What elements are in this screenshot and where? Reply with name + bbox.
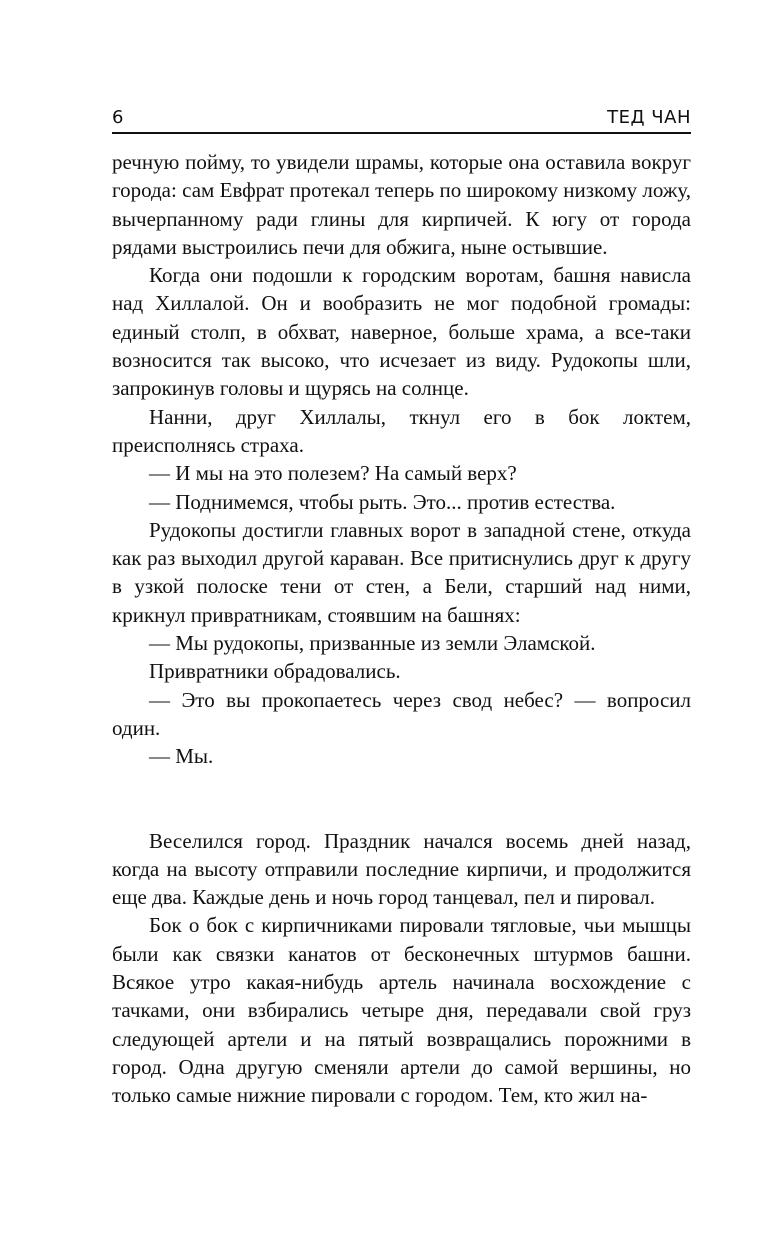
dialogue-line: — Это вы прокопаетесь через свод небес? — вопросил один. [112, 687, 691, 740]
header-rule [112, 132, 691, 134]
paragraph: Веселился город. Праздник начался восемь дней назад, когда на высоту отправили последние кирпичи, и продолжится еще два. Каждые день и ночь город танцевал, пел и пировал. [112, 828, 691, 910]
dialogue-line: — И мы на это полезем? На самый верх? [149, 461, 517, 486]
paragraph: Привратники обрадовались. [149, 659, 401, 684]
paragraph: Бок о бок с кирпичниками пировали тягловые, чьи мышцы были как связки канатов от бесконечных штурмов башни. Всякое утро какая-нибудь артель начинала восхождение с тачками, они взбирались четыре дня, передавали свой груз следующей артели и на пятый возвращались порожними в город. Одна другую сменяли артели до самой вершины, но только самые нижние пировали с городом. Тем, кто жил на- [112, 913, 691, 1108]
running-header-author: ТЕД ЧАН [607, 107, 691, 128]
paragraph: Рудокопы достигли главных ворот в западной стене, откуда как раз выходил другой караван. Все притиснулись друг к другу в узкой полоске тени от стен, а Бели, старший над ними, крикнул привратникам, стоявшим на башнях: [112, 517, 691, 627]
paragraph: Когда они подошли к городским воротам, башня нависла над Хиллалой. Он и вообразить не мог подобной громады: единый столп, в обхват, наверное, больше храма, а все-таки возносится так высоко, что исчезает из виду. Рудокопы шли, запрокинув головы и щурясь на солнце. [112, 263, 691, 401]
paragraph-continuation: речную пойму, то увидели шрамы, которые она оставила вокруг города: сам Евфрат протекал теперь по широкому низкому ложу, вычерпанному ради глины для кирпичей. К югу от города рядами выстроились печи для обжига, ныне остывшие. [112, 150, 691, 259]
section-break [112, 771, 691, 827]
book-page [112, 0, 691, 1241]
dialogue-line: — Мы рудокопы, призванные из земли Эламской. [149, 631, 596, 656]
dialogue-line: — Поднимемся, чтобы рыть. Это... против естества. [149, 489, 616, 514]
dialogue-line: — Мы. [149, 744, 214, 769]
paragraph: Нанни, друг Хиллалы, ткнул его в бок локтем, преисполнясь страха. [112, 404, 691, 457]
running-header [112, 104, 691, 132]
body-text [112, 148, 691, 1110]
page-number: 6 [112, 107, 124, 128]
